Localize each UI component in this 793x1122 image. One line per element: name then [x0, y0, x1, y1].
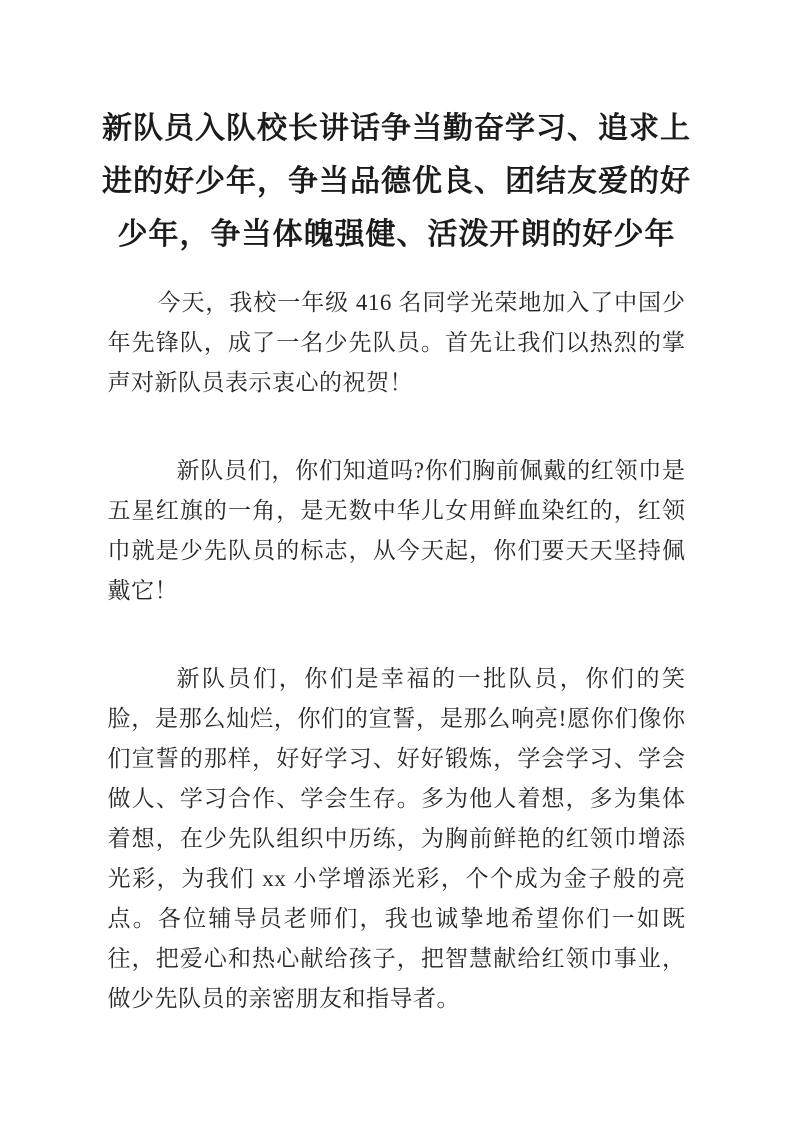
document-page — [97, 0, 697, 1019]
document-title — [97, 102, 697, 261]
document-title-text: 新队员入队校长讲话争当勤奋学习、追求上进的好少年，争当品德优良、团结友爱的好少年，争当体魄强健、活泼开朗的好少年 — [102, 112, 691, 251]
paragraph-congratulations: 今天，我校一年级 416 名同学光荣地加入了中国少年先锋队，成了一名少先队员。首先让我们以热烈的掌声对新队员表示衷心的祝贺！ — [107, 290, 686, 395]
paragraph-red-scarf: 新队员们，你们知道吗?你们胸前佩戴的红领巾是五星红旗的一角，是无数中华儿女用鲜血染红的，红领巾就是少先队员的标志，从今天起，你们要天天坚持佩戴它！ — [107, 458, 686, 603]
paragraph-wishes: 新队员们，你们是幸福的一批队员，你们的笑脸，是那么灿烂，你们的宣誓，是那么响亮!愿你们像你们宣誓的那样，好好学习、好好锻炼，学会学习、学会做人、学习合作、学会生存。多为他人着想，多为集体着想，在少先队组织中历练，为胸前鲜艳的红领巾增添光彩，为我们 xx 小学增添光彩，个个成为金子般的亮点。各位辅导员老师们，我也诚挚地希望你们一如既往，把爱心和热心献给孩子，把智慧献给红领巾事业，做少先队员的亲密朋友和指导者。 — [107, 666, 686, 1011]
